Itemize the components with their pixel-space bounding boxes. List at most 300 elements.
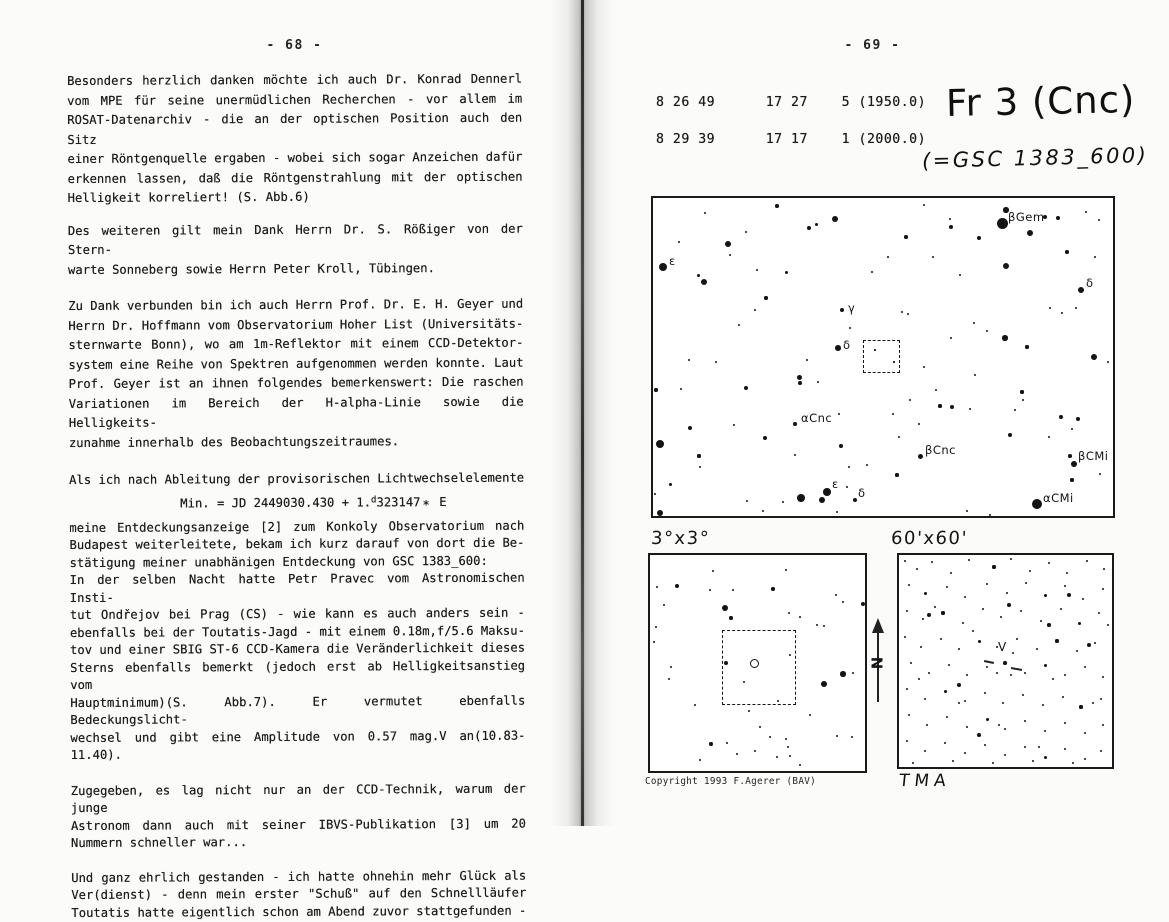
text-line: zunahme innerhalb des Beobachtungszeitraumes. [68,433,400,450]
text-line: Besonders herzlich danken möchte ich auch Dr. Konrad Dennerl [67,71,523,88]
star-dot [948,664,950,666]
star-label: ε [832,477,839,491]
star-dot [924,592,927,595]
star-dot [972,630,974,632]
star-dot [1044,664,1047,667]
star-dot [950,405,954,409]
star-dot [992,762,994,764]
star-dot [823,488,831,496]
star-dot [771,587,774,590]
paragraph [68,295,524,453]
star-dot [680,388,682,390]
star-dot [986,718,989,721]
text-line: warte Sonneberg sowie Herrn Peter Kroll, Tübingen. [67,260,435,277]
star-dot [655,626,657,628]
star-dot [949,225,954,230]
variable-marker-dash [984,660,994,664]
star-dot [938,404,941,407]
paragraph [71,867,526,922]
star-dot [966,510,968,512]
star-dot [973,322,976,325]
star-dot [1102,588,1105,591]
handwritten-gsc-id: (=GSC 1383_600) [921,143,1149,173]
star-dot [949,218,951,220]
star-dot [839,444,843,448]
star-dot [1064,722,1066,724]
star-dot [669,483,672,486]
star-dot [986,666,989,669]
light-elements-formula: Min. = JD 2449030.430 + 1.$^d$323147 * E [180,494,447,512]
star-dot [1084,666,1086,668]
star-label: αCMi [1043,491,1074,505]
coordinates-2000: 8 29 39 17 17 1 (2000.0) [656,132,927,147]
star-dot [787,746,789,748]
star-dot [819,497,825,503]
star-dot [1047,623,1051,627]
star-dot [1010,558,1012,560]
star-dot [654,493,656,495]
star-label: δ [858,486,866,500]
star-dot [1078,287,1085,294]
star-dot [1084,732,1087,735]
star-dot [934,606,936,608]
star-dot [846,486,848,488]
star-dot [653,641,655,643]
star-dot [908,714,910,716]
text-line: Des weiteren gilt mein Dank Herrn Dr. S. Rößiger von der Stern- [67,221,523,257]
star-dot [871,271,873,273]
star-label: γ [848,301,856,315]
star-dot [840,308,845,313]
star-dot [1098,612,1100,614]
star-dot [941,611,944,614]
star-label: βCMi [1078,449,1109,463]
star-dot [724,661,728,665]
page-number-69: - 69 - [844,38,901,53]
star-dot [904,235,908,239]
star-dot [950,337,952,339]
star-dot [709,589,711,591]
star-dot [1098,219,1100,221]
star-dot [989,514,991,516]
star-dot [821,681,827,687]
star-dot [1042,704,1044,706]
star-dot [887,256,889,258]
north-arrow-label: N [867,656,886,670]
star-dot [852,672,854,674]
north-arrow [869,618,887,708]
star-dot [982,608,984,610]
star-dot [964,596,966,598]
star-dot [1092,702,1094,704]
star-dot [1059,415,1063,419]
star-dot [678,241,680,243]
star-dot [722,605,728,611]
star-dot [1002,335,1007,340]
star-dot [836,511,838,513]
star-dot [918,678,920,680]
star-dot [748,710,750,712]
star-dot [746,500,748,502]
star-dot [1022,399,1024,401]
star-dot [815,223,818,226]
star-dot [1004,728,1006,730]
star-dot [1061,312,1064,315]
star-dot [1006,592,1009,595]
star-label: βCnc [925,443,956,457]
star-dot [957,683,961,687]
star-dot [1007,603,1011,607]
star-dot [785,271,788,274]
star-dot [986,330,988,332]
star-dot [895,473,898,476]
book-gutter-line [581,0,584,826]
star-dot [922,618,924,620]
star-dot [668,678,670,680]
paragraph [67,70,523,209]
star-dot [1000,616,1002,618]
star-dot [763,436,767,440]
star-dot [898,436,900,438]
star-dot [817,381,819,383]
text-line: Zugegeben, es lag nicht nur an der CCD-Technik, warum der junge [70,781,526,815]
finder-chart [651,196,1115,518]
star-dot [997,218,1008,229]
field-chart-3deg [648,553,867,773]
star-dot [923,204,925,206]
star-dot [675,584,680,589]
star-dot [726,742,728,744]
star-dot [1091,354,1097,360]
star-dot [904,636,906,638]
star-dot [835,345,841,351]
star-dot [1012,652,1014,654]
star-dot [842,601,845,604]
star-dot [697,274,700,277]
star-label: ε [669,254,676,268]
star-dot [1022,694,1025,697]
star-dot [1102,676,1105,679]
paragraph [71,780,526,852]
star-dot [1014,409,1016,411]
star-dot [789,755,791,757]
star-dot [992,565,995,568]
text-line: wechsel und gibt eine Amplitude von 0.57 mag.V an(10.83-11.40). [70,728,526,762]
star-dot [1024,672,1026,674]
star-dot [736,753,738,755]
text-line: erkennen lassen, daß die Röntgenstrahlung mit der optischen [67,169,523,186]
star-dot [920,646,923,649]
star-dot [986,583,988,585]
text-line: Und ganz ehrlich gestanden - ich hatte ohnehin mehr Glück als [71,868,527,885]
star-dot [916,568,918,570]
star-dot [952,760,954,762]
star-dot [901,311,904,314]
star-dot [966,726,968,728]
chart-title-3x3: 3°x3° [650,528,711,549]
star-dot [853,498,858,503]
star-dot [688,426,692,430]
star-dot [950,572,953,575]
page-68-text [67,70,526,922]
star-dot [1065,250,1069,254]
star-dot [1064,748,1066,750]
star-dot [1094,642,1096,644]
star-dot [1036,648,1038,650]
star-dot [776,756,778,758]
star-dot [670,666,672,668]
star-dot [659,263,668,272]
text-line: ebenfalls bei der Toutatis-Jagd - mit einem 0.18m,f/5.6 Maksu- [69,623,525,640]
star-dot [1008,433,1012,437]
star-dot [794,454,796,456]
star-dot [964,752,967,755]
star-dot [1016,638,1018,640]
star-dot [657,510,664,517]
star-dot [996,672,998,674]
star-dot [1002,702,1004,704]
star-dot [912,762,914,764]
text-line: ROSAT-Datenarchiv - die an der optischen Position auch den Sitz [67,110,523,147]
star-dot [904,560,907,563]
star-dot [848,466,850,468]
text-line: Nummern schneller war... [71,835,248,850]
text-line: tut Ondřejov bei Prag (CS) - wie kann es auch anders sein - [69,605,525,622]
star-dot [764,296,767,299]
star-dot [958,702,960,704]
star-dot [1060,608,1062,610]
star-dot [1068,454,1072,458]
star-dot [1020,610,1023,613]
star-dot [1020,390,1023,393]
star-dot [775,204,779,208]
handwritten-star-designation: Fr 3 (Cnc) [945,78,1136,125]
star-dot [788,612,791,615]
text-line: Toutatis hatte eigentlich schon am Abend zuvor stattgefunden - [71,903,527,920]
star-dot [962,622,964,624]
star-dot [984,692,986,694]
star-dot [923,366,925,368]
star-dot [1048,436,1050,438]
star-dot [769,736,771,738]
star-dot [1027,230,1033,236]
star-dot [782,501,784,503]
star-dot [849,327,851,329]
text-line: Budapest weiterleitete, bekam ich kurz darauf von dort die Be- [69,535,525,552]
star-dot [935,389,937,391]
star-dot [832,216,838,222]
star-dot [977,236,982,241]
star-dot [851,736,853,738]
paragraph [69,517,525,764]
star-dot [697,454,700,457]
star-dot [1103,568,1105,570]
star-dot [958,648,960,650]
star-dot [944,690,947,693]
variable-star-marker-label: V [998,640,1007,654]
star-dot [910,662,913,665]
star-dot [1029,570,1031,572]
star-dot [998,724,1000,726]
variable-marker-dash [1011,667,1022,671]
star-label: αCnc [801,411,833,425]
star-dot [966,674,968,676]
star-dot [968,559,970,561]
star-dot [1107,624,1109,626]
star-dot [946,716,949,719]
star-dot [984,744,986,746]
star-dot [838,413,840,415]
page-number-68: - 68 - [266,38,323,53]
star-dot [964,700,966,702]
star-dot [1052,678,1054,680]
star-dot [1082,598,1084,600]
star-dot [732,589,734,591]
star-dot [712,570,714,572]
star-dot [1044,594,1047,597]
text-line: Hauptminimum)(S. Abb.7). Er vermutet ebenfalls Bedeckungslicht- [70,693,526,727]
star-dot [733,424,735,426]
star-dot [1087,643,1091,647]
star-dot [663,604,665,606]
star-dot [699,466,701,468]
star-dot [959,274,961,276]
text-line: Zu Dank verbunden bin ich auch Herrn Prof. Dr. E. H. Geyer und [68,296,524,313]
star-dot [1003,661,1007,665]
text-line: Prof. Geyer ist an ihnen folgendes bemerkenswert: Die raschen [68,374,524,391]
star-dot [756,269,759,272]
star-dot [1072,762,1074,764]
star-dot [1025,345,1028,348]
star-dot [785,738,788,741]
star-dot [906,740,909,743]
star-dot [978,640,981,643]
star-dot [694,704,696,706]
star-dot [1102,724,1104,726]
inner-field-outline [722,630,796,705]
star-dot [1085,211,1087,213]
star-dot [1076,650,1078,652]
star-dot [1064,585,1066,587]
star-dot [823,625,825,627]
text-line: einer Röntgenquelle ergaben - wobei sich sogar Anzeichen dafür [67,149,523,166]
star-dot [793,422,797,426]
star-dot [840,671,845,676]
star-dot [866,464,868,466]
star-dot [1086,560,1088,562]
star-dot [918,423,920,425]
star-dot [1100,750,1102,752]
star-dot [701,279,707,285]
paragraph [69,469,524,491]
star-dot [1038,746,1040,748]
star-dot [924,698,926,700]
text-line: Variationen im Bereich der H-alpha-Linie sowie die Helligkeits- [68,394,524,430]
star-dot [754,309,756,311]
star-dot [1079,705,1082,708]
star-dot [1024,720,1026,722]
text-line: Helligkeit korreliert! (S. Abb.6) [67,189,310,205]
star-dot [946,586,948,588]
star-dot [759,726,761,728]
star-dot [1107,361,1109,363]
star-dot [1070,478,1073,481]
star-dot [799,764,801,766]
star-dot [1084,758,1086,760]
star-dot [1064,674,1066,676]
star-dot [924,750,926,752]
finder-field-outline [863,340,900,373]
star-dot [729,616,732,619]
star-dot [806,359,808,361]
star-dot [907,313,909,315]
text-line: system eine Reihe von Spektren aufgenommen werden konnte. Laut [68,355,524,372]
star-dot [927,613,931,617]
star-dot [918,454,923,459]
chart-title-60x60: 60'x60' [890,528,969,549]
star-dot [1032,499,1043,510]
star-dot [1044,756,1047,759]
star-dot [944,742,946,744]
coordinates-1950: 8 26 49 17 27 5 (1950.0) [656,95,927,110]
star-dot [906,688,908,690]
star-label: βGem [1008,210,1045,224]
star-dot [1032,760,1035,763]
star-dot [906,610,908,612]
star-dot [928,672,930,674]
star-dot [1075,307,1078,310]
star-dot [1055,639,1058,642]
star-dot [1049,307,1051,309]
star-dot [799,616,801,618]
field-chart-60min [897,553,1114,769]
star-dot [725,241,731,247]
star-dot [762,510,765,513]
text-line: Sterns ebenfalls bemerkt (jedoch erst ab Helligkeitsanstieg vom [70,658,526,692]
paragraph [68,219,523,280]
text-line: Herrn Dr. Hoffmann vom Observatorium Hoher List (Universitäts- [68,316,524,333]
star-dot [1066,572,1069,575]
text-line: tov und einer SBIG ST-6 CCD-Kamera die Veränderlichkeit dieses [69,640,526,657]
star-dot [1004,754,1006,756]
star-dot [909,399,911,401]
star-dot [996,646,998,648]
star-dot [797,375,802,380]
star-dot [1010,674,1013,677]
star-dot [738,324,741,327]
star-dot [656,440,664,448]
star-label: δ [1086,276,1094,290]
star-dot [1048,562,1050,564]
variable-star-circle [750,659,759,668]
handwritten-signature: TMA [897,771,952,791]
star-dot [836,735,838,737]
star-label: δ [843,338,851,352]
star-dot [715,361,717,363]
star-dot [1056,216,1061,221]
star-dot [977,733,981,737]
star-dot [699,759,701,761]
star-dot [969,408,971,410]
star-dot [1062,696,1064,698]
star-dot [798,381,802,385]
star-dot [1024,746,1026,748]
star-dot [892,413,895,416]
text-line: Astronom dann auch mit seiner IBVS-Publikation [3] um 20 [70,816,526,833]
star-dot [688,359,690,361]
star-dot [785,569,787,571]
star-dot [1003,263,1010,270]
